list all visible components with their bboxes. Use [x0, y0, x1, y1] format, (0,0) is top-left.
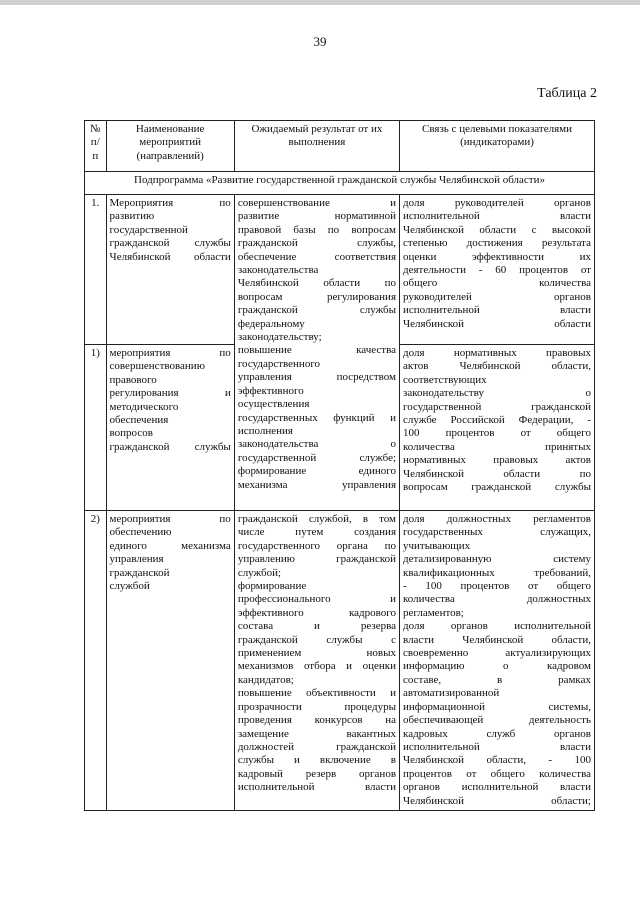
text-line: развитие нормативной: [237, 210, 397, 223]
row-link: [400, 345, 595, 511]
text-line: гражданской службой, в том: [237, 513, 397, 525]
text-line: службе Российской Федерации, -: [403, 414, 591, 427]
text-line: вопросам регулирования: [237, 290, 397, 303]
text-line: состава и резерва: [237, 620, 397, 633]
text-line: исполнительной власти: [403, 740, 591, 753]
text-line: гражданской службы с: [237, 633, 397, 646]
text-line: регулирования и: [109, 387, 231, 400]
text-line: государственного органа по: [237, 539, 397, 552]
text-line: законодательству о: [403, 387, 591, 400]
table-caption: Таблица 2: [537, 86, 597, 101]
text-line: законодательства: [237, 264, 319, 277]
scan-edge: [0, 0, 640, 5]
text-line: повышение качества: [237, 344, 397, 357]
text-line: количества должностных: [403, 593, 591, 606]
text-line: составе, в рамках: [403, 673, 591, 686]
row-link: [400, 195, 595, 345]
text-line: гражданской службы: [237, 304, 397, 317]
subprogram-row: [85, 172, 595, 195]
text-line: учитывающих: [403, 539, 471, 552]
table-row: [85, 511, 595, 811]
text-line: общего количества: [403, 277, 591, 290]
text-line: законодательства о: [237, 438, 397, 451]
text-line: совершенствованию: [109, 360, 205, 373]
text-line: оценки эффективности их: [403, 250, 591, 263]
text-line: правовой базы по вопросам: [237, 223, 397, 236]
text-line: нормативных правовых актов: [403, 454, 591, 467]
text-line: - 100 процентов от общего: [403, 580, 591, 593]
text-line: государственной: [109, 223, 188, 236]
text-line: соответствующих: [403, 373, 487, 386]
text-line: службы и включение в: [237, 754, 397, 767]
measures-table: [84, 120, 595, 811]
text-line: гражданской службы: [109, 440, 231, 453]
text-line: исполнительной власти: [237, 781, 397, 794]
text-line: обеспечению: [109, 526, 172, 539]
text-line: гражданской: [109, 566, 170, 579]
text-line: Челябинской области с высокой: [403, 223, 591, 236]
row-name: [106, 345, 234, 511]
text-line: Челябинской области;: [403, 794, 591, 807]
text-line: вопросов: [109, 427, 153, 440]
text-line: развитию: [109, 210, 155, 223]
text-line: доля органов исполнительной: [403, 620, 591, 633]
text-line: совершенствование и: [237, 197, 397, 209]
text-line: вопросам гражданской службы: [403, 481, 591, 494]
table-row: [85, 195, 595, 345]
text-line: Челябинской области по: [403, 467, 591, 480]
text-line: правового: [109, 373, 157, 386]
text-line: мероприятия по: [109, 513, 231, 525]
text-line: единого механизма: [109, 539, 231, 552]
text-line: руководителей органов: [403, 290, 591, 303]
text-line: Челябинской области по: [237, 277, 397, 290]
text-line: обеспечения: [109, 414, 169, 427]
row-number: 2): [85, 511, 107, 811]
text-line: Мероприятия по: [109, 197, 231, 209]
text-line: информацию о кадровом: [403, 660, 591, 673]
text-line: информационной системы,: [403, 700, 591, 713]
text-line: проведения конкурсов на: [237, 714, 397, 727]
text-line: службой;: [237, 566, 282, 579]
text-line: гражданской службы: [109, 237, 231, 250]
text-line: доля должностных регламентов: [403, 513, 591, 525]
text-line: квалификационных требований,: [403, 566, 591, 579]
text-line: повышение объективности и: [237, 687, 397, 700]
row-result: [234, 511, 399, 811]
text-line: доля нормативных правовых: [403, 347, 591, 359]
text-line: управлению гражданской: [237, 553, 397, 566]
text-line: формирование единого: [237, 465, 397, 478]
text-line: государственного: [237, 357, 321, 370]
text-line: Челябинской области: [403, 317, 591, 330]
text-line: службой: [109, 580, 150, 593]
text-line: государственных функций и: [237, 411, 397, 424]
text-line: исполнения: [237, 424, 293, 437]
text-line: Челябинской области: [109, 250, 231, 263]
text-line: управления: [109, 553, 164, 566]
subprogram-title: Подпрограмма «Развитие государственной гражданской службы Челябинской области»: [85, 172, 595, 195]
row-number: 1.: [85, 195, 107, 345]
row-result: [234, 195, 399, 511]
text-line: формирование: [237, 580, 307, 593]
text-line: эффективного кадрового: [237, 606, 397, 619]
text-line: механизмов отбора и оценки: [237, 660, 397, 673]
header-result: Ожидаемый результат от их выполнения: [234, 121, 399, 172]
header-name: Наименование мероприятий (направлений): [106, 121, 234, 172]
text-line: количества принятых: [403, 440, 591, 453]
text-line: профессионального и: [237, 593, 397, 606]
text-line: механизма управления: [237, 478, 397, 491]
text-line: прозрачности процедуры: [237, 700, 397, 713]
row-link: [400, 511, 595, 811]
text-line: государственных служащих,: [403, 526, 591, 539]
text-line: органов исполнительной власти: [403, 781, 591, 794]
text-line: процентов от общего количества: [403, 767, 591, 780]
text-line: кадровый резерв органов: [237, 767, 397, 780]
header-num: № п/п: [85, 121, 107, 172]
row-name: [106, 511, 234, 811]
text-line: законодательству;: [237, 331, 322, 344]
text-line: доля руководителей органов: [403, 197, 591, 209]
text-line: деятельности - 60 процентов от: [403, 264, 591, 277]
text-line: обеспечивающей деятельность: [403, 714, 591, 727]
text-line: числе путем создания: [237, 526, 397, 539]
text-line: государственной гражданской: [403, 400, 591, 413]
text-line: исполнительной власти: [403, 304, 591, 317]
text-line: осуществления: [237, 398, 310, 411]
text-line: исполнительной власти: [403, 210, 591, 223]
text-line: детализированную систему: [403, 553, 591, 566]
text-line: государственной службе;: [237, 451, 397, 464]
text-line: управления посредством: [237, 371, 397, 384]
text-line: применением новых: [237, 647, 397, 660]
text-line: регламентов;: [403, 606, 464, 619]
text-line: Челябинской области, - 100: [403, 754, 591, 767]
header-link: Связь с целевыми показателями (индикаторами): [400, 121, 595, 172]
text-line: федеральному: [237, 317, 305, 330]
text-line: своевременно актуализирующих: [403, 647, 591, 660]
text-line: власти Челябинской области,: [403, 633, 591, 646]
text-line: актов Челябинской области,: [403, 360, 591, 373]
text-line: мероприятия по: [109, 347, 231, 359]
text-line: кадровых служб органов: [403, 727, 591, 740]
page-number: 39: [313, 34, 327, 49]
text-line: автоматизированной: [403, 687, 500, 700]
table-header-row: [85, 121, 595, 172]
text-line: замещение вакантных: [237, 727, 397, 740]
text-line: обеспечение соответствия: [237, 250, 397, 263]
text-line: должностей гражданской: [237, 740, 397, 753]
row-name: [106, 195, 234, 345]
text-line: степенью достижения результата: [403, 237, 591, 250]
text-line: гражданской службы,: [237, 237, 397, 250]
row-number: 1): [85, 345, 107, 511]
text-line: 100 процентов от общего: [403, 427, 591, 440]
text-line: эффективного: [237, 384, 304, 397]
text-line: методического: [109, 400, 179, 413]
text-line: кандидатов;: [237, 673, 294, 686]
